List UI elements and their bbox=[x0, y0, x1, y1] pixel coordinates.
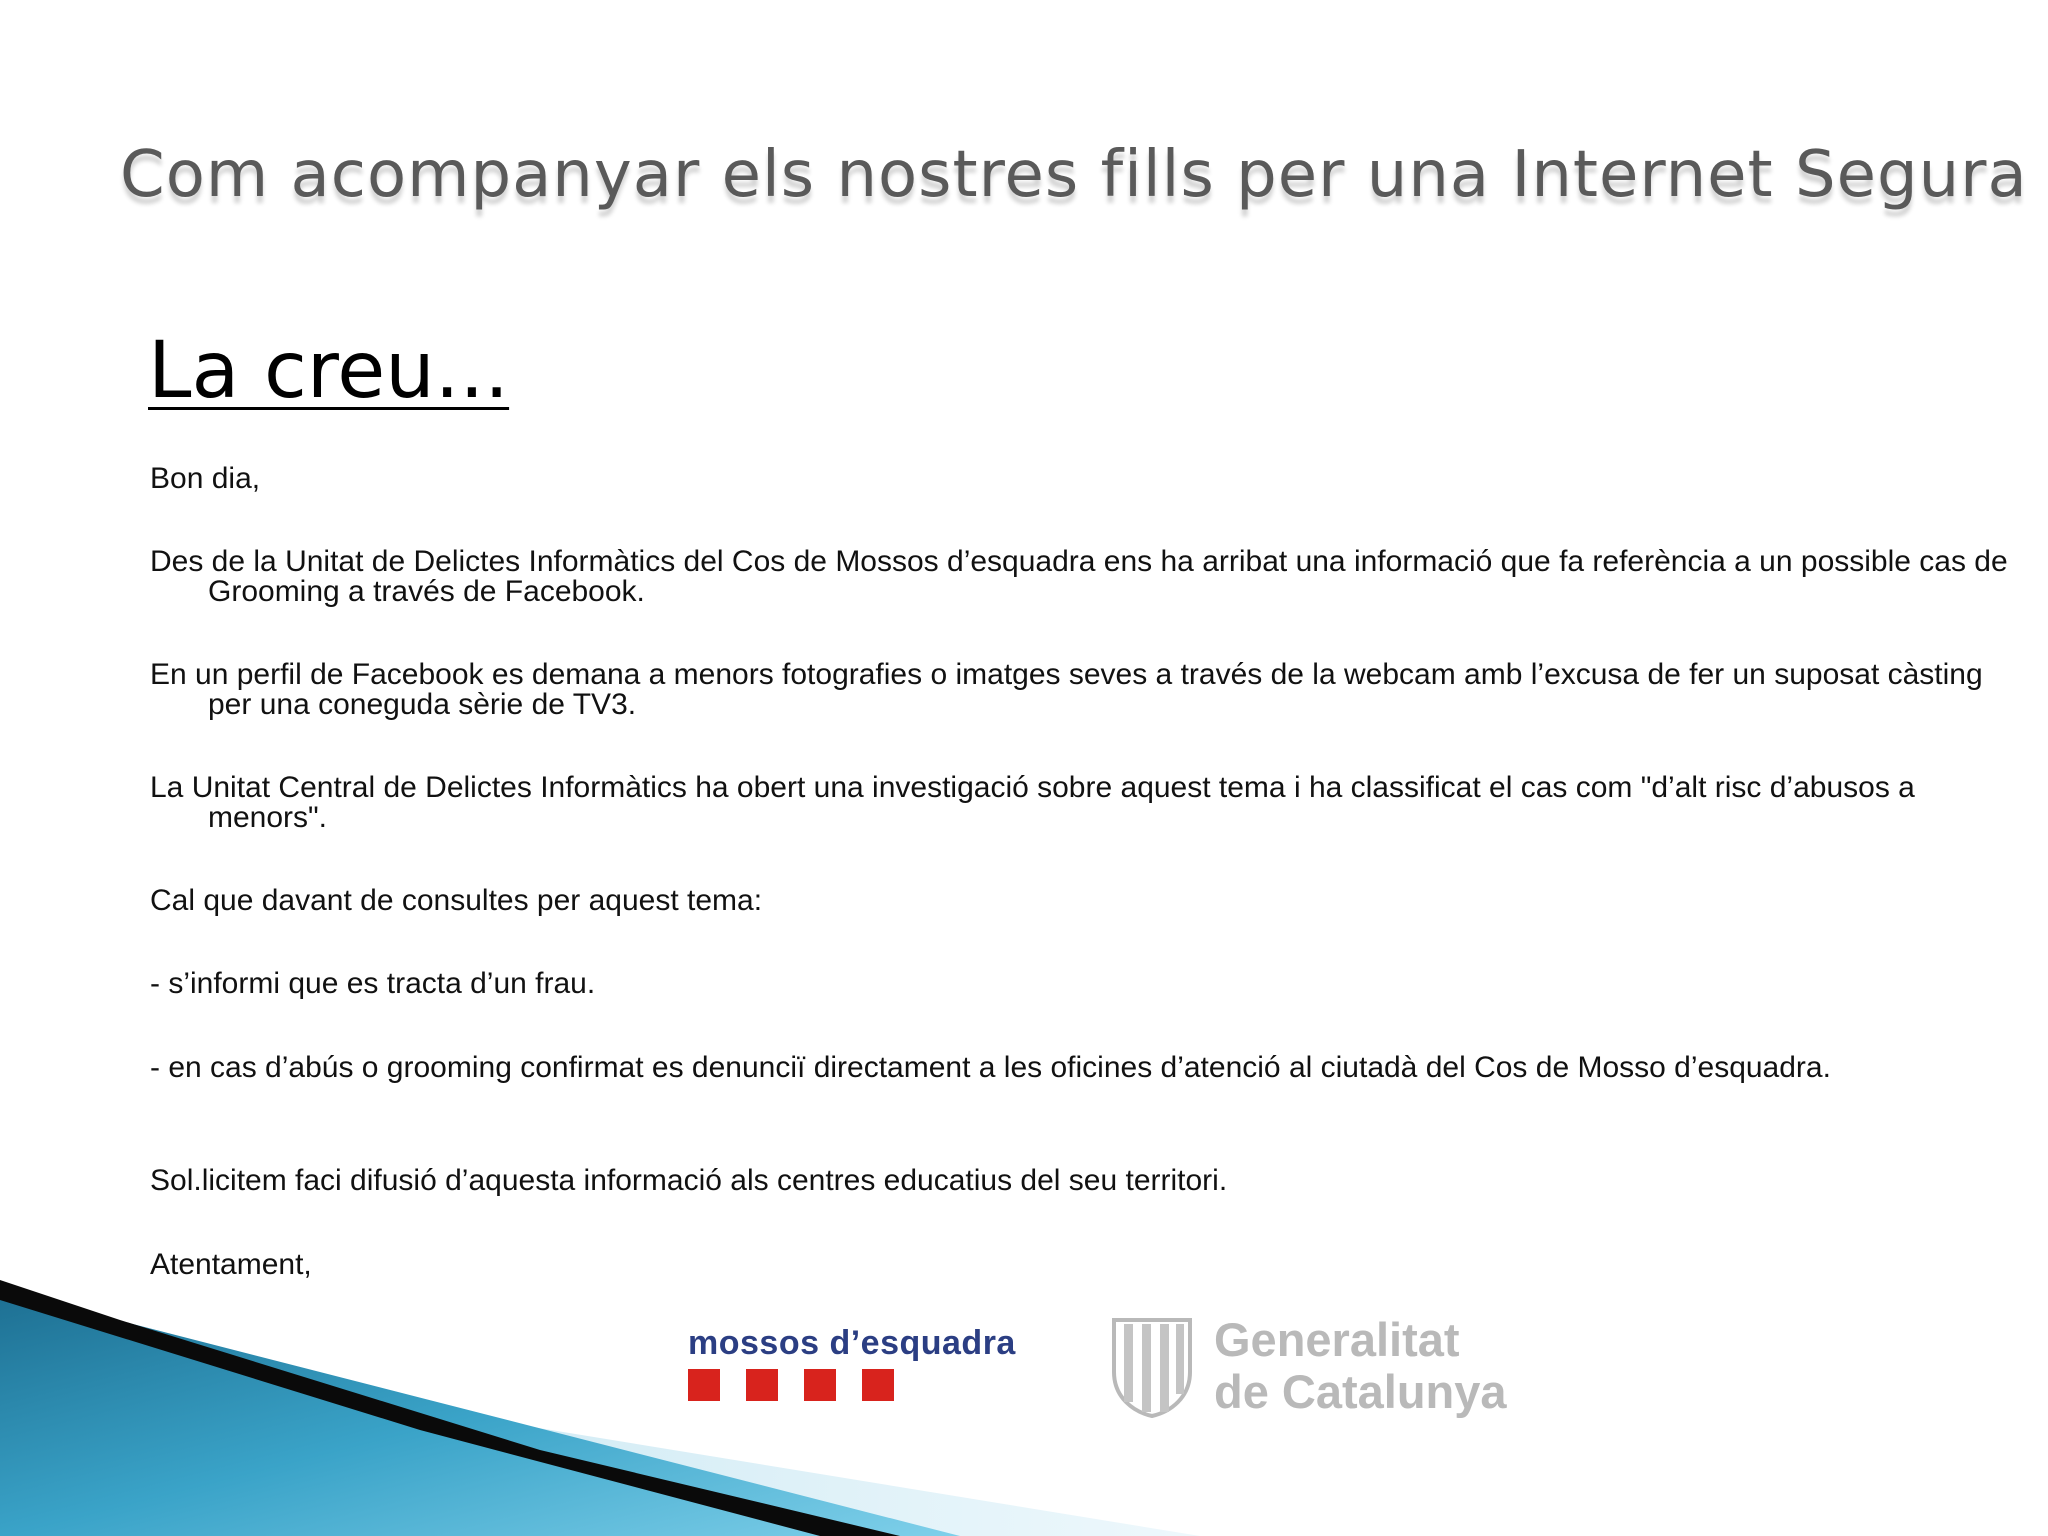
generalitat-line-1: Generalitat bbox=[1214, 1313, 1460, 1366]
paragraph-request: Sol.licitem faci difusió d’aquesta informació als centres educatius del seu territori. bbox=[150, 1164, 1228, 1197]
mossos-wordmark: mossos d’esquadra bbox=[688, 1324, 1016, 1362]
list-item-report: - en cas d’abús o grooming confirmat es denunciï directament a les oficines d’atenció al ciutadà del Cos de Mosso d’esquadra. bbox=[150, 1051, 1831, 1084]
corner-decoration bbox=[0, 1280, 1200, 1536]
paragraph-4: Cal que davant de consultes per aquest tema: bbox=[150, 884, 763, 917]
section-heading: La creu... bbox=[148, 326, 510, 416]
page-title: Com acompanyar els nostres fills per una Internet Segura bbox=[120, 138, 2028, 212]
greeting: Bon dia, bbox=[150, 462, 261, 495]
generalitat-wordmark bbox=[1214, 1314, 1507, 1418]
list-item-fraud: - s’informi que es tracta d’un frau. bbox=[150, 967, 596, 1000]
generalitat-line-2: de Catalunya bbox=[1214, 1365, 1507, 1418]
paragraph-1: Des de la Unitat de Delictes Informàtics del Cos de Mossos d’esquadra ens ha arribat una informació que fa referència a un possible cas de Grooming a través de Facebook. bbox=[150, 545, 2008, 608]
paragraph-2: En un perfil de Facebook es demana a menors fotografies o imatges seves a través de la webcam amb l’excusa de fer un suposat càsting per una coneguda sèrie de TV3. bbox=[150, 658, 1983, 721]
paragraph-3: La Unitat Central de Delictes Informàtics ha obert una investigació sobre aquest tema i ha classificat el cas com "d’alt risc d’abusos a menors". bbox=[150, 771, 1915, 834]
closing: Atentament, bbox=[150, 1248, 312, 1281]
